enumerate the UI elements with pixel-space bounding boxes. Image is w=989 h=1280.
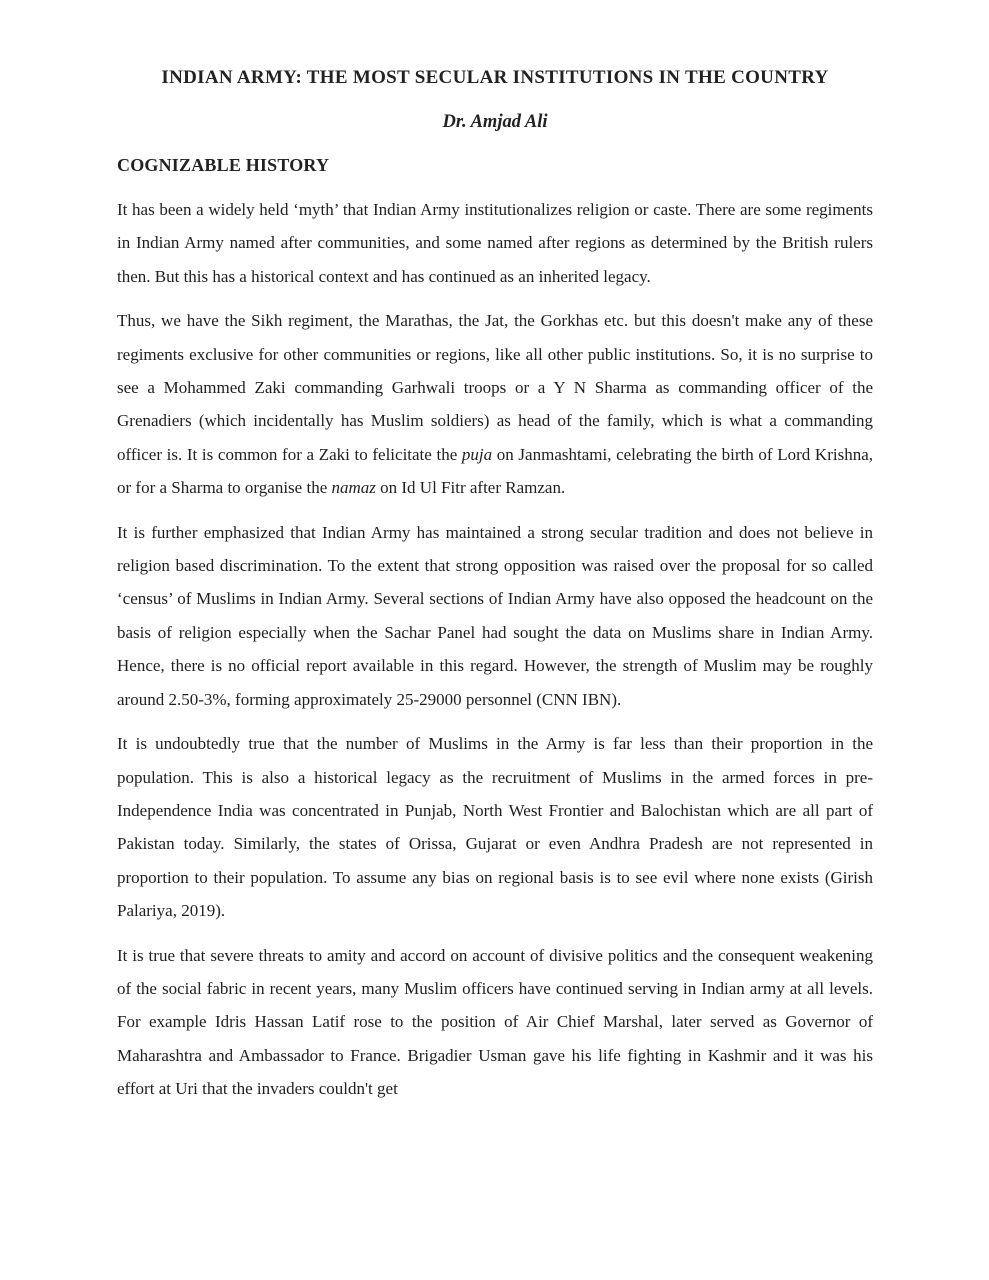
paragraph-text: on Janmashtami, celebrating the birth of Lord Krishna, or for a Sharma to organise the bbox=[117, 444, 874, 498]
paragraph-text: It is true that severe threats to amity and accord on account of divisive politics and the consequent weakening of the social fabric in recent years, many Muslim officers have continued serving in Indian army at all levels. For example Idris Hassan Latif rose to the position of Air Chief Marshal, later served as Governor of Maharashtra and Ambassador to France. Brigadier Usman gave his life fighting in Kashmir and it was his effort at Uri that the invaders couldn't get bbox=[117, 945, 873, 1099]
section-heading: COGNIZABLE HISTORY bbox=[117, 155, 330, 175]
paragraph-4 bbox=[117, 727, 873, 927]
article-body bbox=[117, 193, 873, 1106]
italic-term-namaz: namaz bbox=[331, 478, 376, 498]
paragraph-text: It is undoubtedly true that the number of Muslims in the Army is far less than their proportion in the population. This is also a historical legacy as the recruitment of Muslims in the armed forces in pre-Independence India was concentrated in Punjab, North West Frontier and Balochistan which are all part of Pakistan today. Similarly, the states of Orissa, Gujarat or even Andhra Pradesh are not represented in proportion to their population. To assume any bias on regional basis is to see evil where none exists (Girish Palariya, 2019). bbox=[117, 734, 873, 921]
paragraph-text: It is further emphasized that Indian Army has maintained a strong secular tradition and does not believe in religion based discrimination. To the extent that strong opposition was raised over the proposal for so called ‘census’ of Muslims in Indian Army. Several sections of Indian Army have also opposed the headcount on the basis of religion especially when the Sachar Panel had sought the data on Muslims share in Indian Army. Hence, there is no official report available in this regard. However, the strength of Muslim may be roughly around 2.50-3%, forming approximately 25-29000 personnel (CNN IBN). bbox=[117, 522, 873, 709]
paragraph-text: It has been a widely held ‘myth’ that Indian Army institutionalizes religion or caste. There are some regiments in Indian Army named after communities, and some named after regions as determined by the British rulers then. But this has a historical context and has continued as an inherited legacy. bbox=[117, 200, 873, 286]
author-byline: Dr. Amjad Ali bbox=[442, 112, 548, 132]
paragraph-2 bbox=[117, 304, 873, 504]
paragraph-1 bbox=[117, 193, 873, 293]
paragraph-5 bbox=[117, 939, 873, 1106]
italic-term-puja: puja bbox=[461, 444, 493, 464]
document-title: INDIAN ARMY: THE MOST SECULAR INSTITUTIONS IN THE COUNTRY bbox=[161, 67, 829, 88]
paragraph-3 bbox=[117, 516, 873, 716]
paragraph-text: on Id Ul Fitr after Ramzan. bbox=[375, 478, 566, 498]
paragraph-text: Thus, we have the Sikh regiment, the Marathas, the Jat, the Gorkhas etc. but this doesn't make any of these regiments exclusive for other communities or regions, like all other public institutions. So, it is no surprise to see a Mohammed Zaki commanding Garhwali troops or a Y N Sharma as commanding officer of the Grenadiers (which incidentally has Muslim soldiers) as head of the family, which is what a commanding officer is. It is common for a Zaki to felicitate the bbox=[117, 311, 873, 464]
